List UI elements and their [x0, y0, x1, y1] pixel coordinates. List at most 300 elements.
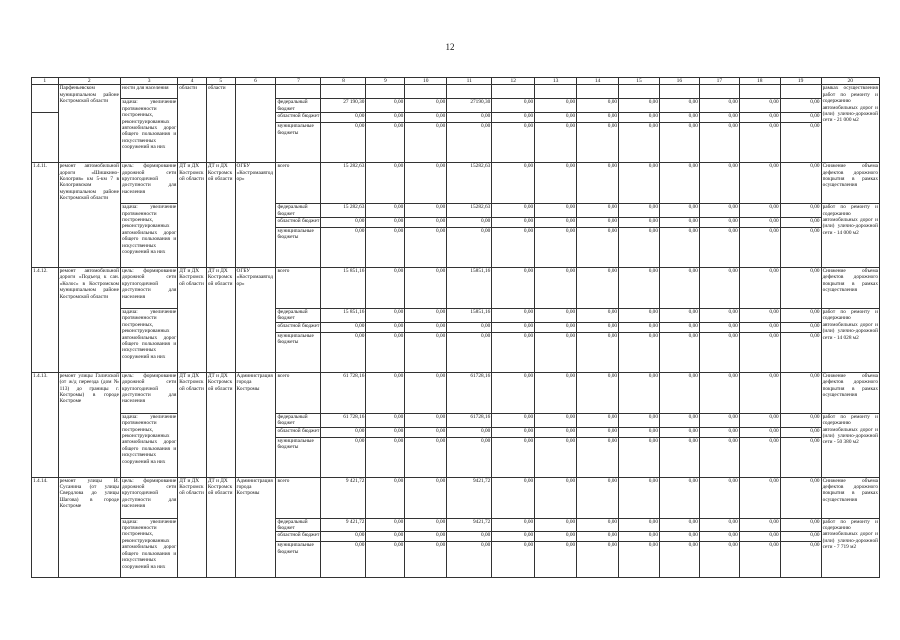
amount-cell: 0,00	[780, 268, 821, 309]
amount-cell: 0,00	[619, 113, 660, 123]
amount-cell: 0,00	[699, 437, 739, 477]
amount-cell: 0,00	[405, 477, 447, 518]
amount-cell: 15 282,63	[321, 204, 366, 218]
amount-cell: 0,00	[739, 413, 780, 427]
column-number-row	[32, 78, 880, 85]
amount-cell: 27 190,30	[321, 99, 366, 113]
amount-cell	[535, 85, 577, 99]
amount-cell: 0,00	[780, 372, 821, 413]
column-number-8: 8	[321, 78, 366, 85]
amount-cell: 0,00	[492, 99, 535, 113]
amount-cell: 0,00	[405, 268, 447, 309]
amount-cell: 0,00	[739, 218, 780, 228]
page-number: 12	[445, 42, 455, 52]
amount-cell: 61728,16	[447, 372, 492, 413]
amount-cell: 0,00	[492, 532, 535, 542]
amount-cell: 0,00	[619, 218, 660, 228]
amount-cell: 0,00	[699, 309, 739, 323]
amount-cell: 0,00	[321, 218, 366, 228]
expected-result: работ по ремонту и содержанию автомобильных дорог и (или) улично-дорожной сети - 50 380 м2	[821, 413, 879, 477]
amount-cell: 0,00	[492, 542, 535, 578]
amount-cell: 0,00	[619, 268, 660, 309]
column-number-2: 2	[58, 78, 120, 85]
column-number-18: 18	[739, 78, 780, 85]
column-number-14: 14	[577, 78, 619, 85]
column-number-20: 20	[821, 78, 879, 85]
amount-cell: 0,00	[577, 437, 619, 477]
amount-cell: 0,00	[739, 532, 780, 542]
amount-cell: 15851,16	[447, 309, 492, 323]
amount-cell: 0,00	[577, 542, 619, 578]
amount-cell: 0,00	[659, 218, 699, 228]
item-name: ремонт автомобильной дороги «Подъезд к сан. «Колос» в Костромском муниципальном районе Костромской области	[58, 268, 120, 373]
amount-cell: 0,00	[699, 427, 739, 437]
executor	[235, 85, 276, 163]
column-number-7: 7	[276, 78, 321, 85]
amount-cell: 0,00	[447, 113, 492, 123]
goal-text: цель: формирование дорожной сети круглогодичной доступности для населения	[120, 372, 177, 413]
amount-cell: 0,00	[780, 99, 821, 113]
amount-cell: 0,00	[619, 309, 660, 323]
column-number-6: 6	[235, 78, 276, 85]
funding-source: областной бюджет	[276, 218, 321, 228]
amount-cell: 0,00	[321, 437, 366, 477]
amount-cell: 0,00	[366, 372, 405, 413]
amount-cell: 0,00	[780, 113, 821, 123]
goal-text: цель: формирование дорожной сети круглогодичной доступности для населения	[120, 477, 177, 518]
customer: ДТ и ДХ Костромской области	[206, 477, 235, 578]
coordinator: области	[178, 85, 207, 163]
column-number-15: 15	[619, 78, 660, 85]
amount-cell: 0,00	[699, 204, 739, 218]
amount-cell: 0,00	[739, 228, 780, 268]
amount-cell: 27190,30	[447, 99, 492, 113]
table-row	[32, 268, 880, 309]
table-row	[32, 204, 880, 218]
amount-cell: 0,00	[659, 437, 699, 477]
amount-cell: 0,00	[405, 437, 447, 477]
amount-cell: 9 421,72	[321, 518, 366, 532]
amount-cell: 0,00	[366, 99, 405, 113]
amount-cell: 0,00	[699, 228, 739, 268]
amount-cell: 0,00	[577, 518, 619, 532]
coordinator: ДТ и ДХ Костромской области	[178, 163, 207, 268]
amount-cell: 0,00	[447, 542, 492, 578]
amount-cell: 0,00	[699, 532, 739, 542]
amount-cell: 0,00	[739, 518, 780, 532]
amount-cell: 0,00	[321, 542, 366, 578]
amount-cell: 0,00	[535, 228, 577, 268]
amount-cell: 0,00	[366, 332, 405, 372]
amount-cell: 0,00	[405, 228, 447, 268]
amount-cell	[739, 85, 780, 99]
amount-cell	[659, 85, 699, 99]
amount-cell: 0,00	[619, 518, 660, 532]
executor: Администрация города Костромы	[235, 372, 276, 477]
amount-cell: 0,00	[699, 113, 739, 123]
amount-cell: 0,00	[492, 113, 535, 123]
amount-cell: 0,00	[659, 477, 699, 518]
amount-cell: 0,00	[366, 322, 405, 332]
amount-cell: 0,00	[780, 532, 821, 542]
amount-cell: 0,00	[780, 413, 821, 427]
amount-cell: 0,00	[699, 123, 739, 163]
amount-cell: 0,00	[780, 322, 821, 332]
amount-cell: 0,00	[780, 163, 821, 204]
amount-cell	[492, 85, 535, 99]
column-number-9: 9	[366, 78, 405, 85]
amount-cell: 0,00	[535, 322, 577, 332]
amount-cell: 0,00	[535, 427, 577, 437]
amount-cell: 15282,63	[447, 163, 492, 204]
amount-cell: 0,00	[699, 542, 739, 578]
column-number-19: 19	[780, 78, 821, 85]
amount-cell: 0,00	[577, 113, 619, 123]
executor: ОГБУ «Костромаавтодор»	[235, 163, 276, 268]
funding-source: муниципальные бюджеты	[276, 123, 321, 163]
amount-cell: 0,00	[699, 518, 739, 532]
amount-cell: 0,00	[535, 309, 577, 323]
amount-cell: 0,00	[739, 268, 780, 309]
amount-cell: 0,00	[739, 372, 780, 413]
amount-cell: 0,00	[699, 413, 739, 427]
amount-cell: 0,00	[577, 99, 619, 113]
amount-cell: 0,00	[366, 228, 405, 268]
amount-cell: 0,00	[366, 518, 405, 532]
amount-cell: 61 728,16	[321, 413, 366, 427]
amount-cell: 0,00	[535, 123, 577, 163]
funding-source: областной бюджет	[276, 532, 321, 542]
table-row	[32, 372, 880, 413]
amount-cell: 0,00	[659, 204, 699, 218]
item-name: ремонт автомобильной дороги «Шишкино-Кологрив» км 5-км 7 в Кологривском муниципальном районе Костромской области	[58, 163, 120, 268]
amount-cell: 0,00	[699, 268, 739, 309]
column-number-13: 13	[535, 78, 577, 85]
amount-cell: 0,00	[447, 123, 492, 163]
item-number: 1.4.11.	[32, 163, 59, 268]
amount-cell: 0,00	[780, 542, 821, 578]
amount-cell: 0,00	[577, 204, 619, 218]
funding-source: областной бюджет	[276, 322, 321, 332]
amount-cell: 0,00	[659, 322, 699, 332]
amount-cell: 0,00	[577, 332, 619, 372]
amount-cell: 0,00	[659, 268, 699, 309]
amount-cell: 0,00	[659, 542, 699, 578]
task-text: задача: увеличение протяженности построенных, реконструированных автомобильных дорог общего пользования и искусственных сооружений на них	[120, 204, 177, 268]
amount-cell: 0,00	[577, 413, 619, 427]
amount-cell: 0,00	[619, 427, 660, 437]
amount-cell: 0,00	[659, 372, 699, 413]
amount-cell: 0,00	[447, 322, 492, 332]
amount-cell: 0,00	[659, 427, 699, 437]
amount-cell: 0,00	[405, 532, 447, 542]
task-text: задача: увеличение протяженности построенных, реконструированных автомобильных дорог общего пользования и искусственных сооружений на них	[120, 309, 177, 373]
amount-cell: 0,00	[366, 268, 405, 309]
executor: ОГБУ «Костромаавтодор»	[235, 268, 276, 373]
goal-text: ности для населения	[120, 85, 177, 99]
expected-result: рамках осуществления работ по ремонту и содержанию автомобильных дорог и (или) улично-дорожной сети - 21 000 м2	[821, 85, 879, 163]
funding-source: муниципальные бюджеты	[276, 542, 321, 578]
amount-cell: 0,00	[780, 437, 821, 477]
amount-cell: 0,00	[492, 309, 535, 323]
amount-cell: 0,00	[492, 413, 535, 427]
amount-cell: 9421,72	[447, 518, 492, 532]
amount-cell: 15282,63	[447, 204, 492, 218]
table-row	[32, 99, 880, 113]
funding-source	[276, 85, 321, 99]
amount-cell: 0,00	[619, 228, 660, 268]
table-row	[32, 518, 880, 532]
amount-cell: 0,00	[366, 477, 405, 518]
amount-cell: 9421,72	[447, 477, 492, 518]
amount-cell: 61728,16	[447, 413, 492, 427]
amount-cell: 0,00	[405, 113, 447, 123]
expected-result: Снижение объема дефектов дорожного покрытия в рамках осуществления	[821, 477, 879, 518]
amount-cell: 0,00	[780, 477, 821, 518]
expected-result: Снижение объема дефектов дорожного покрытия в рамках осуществления	[821, 268, 879, 309]
amount-cell: 0,00	[405, 163, 447, 204]
amount-cell: 0,00	[619, 204, 660, 218]
amount-cell: 0,00	[659, 99, 699, 113]
amount-cell: 0,00	[366, 204, 405, 218]
amount-cell: 0,00	[577, 163, 619, 204]
amount-cell: 0,00	[619, 437, 660, 477]
amount-cell: 0,00	[405, 372, 447, 413]
amount-cell: 0,00	[780, 332, 821, 372]
column-number-10: 10	[405, 78, 447, 85]
amount-cell: 0,00	[659, 518, 699, 532]
amount-cell: 0,00	[739, 542, 780, 578]
funding-source: федеральный бюджет	[276, 204, 321, 218]
funding-source: муниципальные бюджеты	[276, 437, 321, 477]
amount-cell: 15 282,63	[321, 163, 366, 204]
executor: Администрация города Костромы	[235, 477, 276, 578]
amount-cell: 0,00	[577, 372, 619, 413]
amount-cell: 0,00	[739, 437, 780, 477]
item-name: ремонт улицы И. Сусанина (от улицы Свердлова до улицы Шагова) в городе Костроме	[58, 477, 120, 578]
amount-cell	[577, 85, 619, 99]
amount-cell: 0,00	[492, 228, 535, 268]
item-name: Парфеньевском муниципальном районе Костромской области	[58, 85, 120, 163]
amount-cell: 0,00	[321, 532, 366, 542]
amount-cell: 0,00	[366, 413, 405, 427]
amount-cell: 15 851,16	[321, 309, 366, 323]
amount-cell: 0,00	[405, 309, 447, 323]
amount-cell: 0,00	[405, 413, 447, 427]
amount-cell: 0,00	[321, 322, 366, 332]
amount-cell: 0,00	[780, 309, 821, 323]
amount-cell: 0,00	[577, 268, 619, 309]
amount-cell: 0,00	[780, 218, 821, 228]
amount-cell	[780, 85, 821, 99]
amount-cell: 0,00	[659, 532, 699, 542]
amount-cell: 0,00	[405, 518, 447, 532]
amount-cell: 0,00	[492, 372, 535, 413]
funding-source: муниципальные бюджеты	[276, 332, 321, 372]
amount-cell: 0,00	[619, 477, 660, 518]
item-number: 1.4.13.	[32, 372, 59, 477]
program-table	[31, 77, 880, 578]
amount-cell: 0,00	[739, 477, 780, 518]
amount-cell: 0,00	[492, 427, 535, 437]
amount-cell: 0,00	[366, 218, 405, 228]
amount-cell	[366, 85, 405, 99]
amount-cell	[405, 85, 447, 99]
amount-cell: 0,00	[739, 163, 780, 204]
coordinator: ДТ и ДХ Костромской области	[178, 477, 207, 578]
amount-cell: 0,00	[366, 532, 405, 542]
amount-cell: 0,00	[577, 218, 619, 228]
item-number: 1.4.14.	[32, 477, 59, 578]
amount-cell: 0,00	[780, 427, 821, 437]
column-number-17: 17	[699, 78, 739, 85]
amount-cell: 0,00	[447, 218, 492, 228]
amount-cell: 0,00	[535, 477, 577, 518]
amount-cell: 0,00	[535, 163, 577, 204]
amount-cell: 0,00	[780, 518, 821, 532]
funding-source: всего	[276, 477, 321, 518]
amount-cell: 0,00	[366, 542, 405, 578]
amount-cell: 0,00	[699, 322, 739, 332]
amount-cell: 0,00	[577, 228, 619, 268]
amount-cell: 0,00	[321, 123, 366, 163]
amount-cell: 0,00	[619, 123, 660, 163]
amount-cell: 0,00	[535, 413, 577, 427]
amount-cell: 0,00	[699, 477, 739, 518]
amount-cell: 0,00	[535, 218, 577, 228]
amount-cell: 0,00	[699, 218, 739, 228]
amount-cell: 0,00	[366, 163, 405, 204]
amount-cell: 15851,16	[447, 268, 492, 309]
amount-cell: 0,00	[535, 437, 577, 477]
amount-cell: 0,00	[619, 413, 660, 427]
amount-cell	[321, 85, 366, 99]
amount-cell: 0,00	[739, 113, 780, 123]
amount-cell: 0,00	[739, 322, 780, 332]
amount-cell: 0,00	[366, 123, 405, 163]
amount-cell: 0,00	[321, 113, 366, 123]
amount-cell: 0,00	[659, 123, 699, 163]
amount-cell: 0,00	[405, 99, 447, 113]
table-row	[32, 477, 880, 518]
amount-cell: 0,00	[535, 542, 577, 578]
amount-cell: 0,00	[492, 518, 535, 532]
amount-cell: 0,00	[447, 332, 492, 372]
column-number-5: 5	[206, 78, 235, 85]
amount-cell: 0,00	[405, 204, 447, 218]
amount-cell: 0,00	[447, 228, 492, 268]
amount-cell: 0,00	[577, 309, 619, 323]
item-number	[32, 113, 59, 163]
amount-cell: 0,00	[699, 163, 739, 204]
column-number-3: 3	[120, 78, 177, 85]
amount-cell: 0,00	[619, 322, 660, 332]
table-row	[32, 413, 880, 427]
funding-source: областной бюджет	[276, 113, 321, 123]
amount-cell: 0,00	[699, 332, 739, 372]
amount-cell: 0,00	[535, 204, 577, 218]
funding-source: федеральный бюджет	[276, 413, 321, 427]
expected-result: Снижение объема дефектов дорожного покрытия в рамках осуществления	[821, 163, 879, 204]
expected-result: работ по ремонту и содержанию автомобильных дорог и (или) улично-дорожной сети - 14 000 м2	[821, 204, 879, 268]
amount-cell: 0,00	[739, 123, 780, 163]
amount-cell: 0,00	[577, 427, 619, 437]
amount-cell: 0,00	[739, 204, 780, 218]
amount-cell: 0,00	[492, 218, 535, 228]
amount-cell: 0,00	[492, 268, 535, 309]
amount-cell: 0,00	[699, 372, 739, 413]
task-text: задача: увеличение протяженности построенных, реконструированных автомобильных дорог общего пользования и искусственных сооружений на них	[120, 518, 177, 578]
amount-cell: 0,00	[577, 532, 619, 542]
funding-source: муниципальные бюджеты	[276, 228, 321, 268]
funding-source: всего	[276, 163, 321, 204]
customer: ДТ и ДХ Костромской области	[206, 372, 235, 477]
amount-cell: 0,00	[492, 332, 535, 372]
column-number-16: 16	[659, 78, 699, 85]
amount-cell: 0,00	[659, 163, 699, 204]
table-row	[32, 85, 880, 99]
amount-cell: 0,00	[447, 427, 492, 437]
amount-cell: 0,00	[405, 332, 447, 372]
amount-cell: 0,00	[321, 332, 366, 372]
coordinator: ДТ и ДХ Костромской области	[178, 268, 207, 373]
amount-cell: 0,00	[405, 427, 447, 437]
amount-cell: 0,00	[405, 322, 447, 332]
expected-result: работ по ремонту и содержанию автомобильных дорог и (или) улично-дорожной сети - 14 028 м2	[821, 309, 879, 373]
amount-cell: 0,00	[739, 427, 780, 437]
amount-cell	[447, 85, 492, 99]
amount-cell: 0,00	[739, 332, 780, 372]
amount-cell: 0,00	[492, 204, 535, 218]
amount-cell: 0,00	[659, 309, 699, 323]
amount-cell: 0,00	[619, 372, 660, 413]
amount-cell: 0,00	[366, 427, 405, 437]
column-number-1: 1	[32, 78, 59, 85]
task-text: задача: увеличение протяженности построенных, реконструированных автомобильных дорог общего пользования и искусственных сооружений на них	[120, 413, 177, 477]
goal-text: цель: формирование дорожной сети круглогодичной доступности для населения	[120, 163, 177, 204]
amount-cell: 0,00	[619, 99, 660, 113]
amount-cell: 0,00	[492, 163, 535, 204]
amount-cell: 0,00	[492, 123, 535, 163]
funding-source: федеральный бюджет	[276, 99, 321, 113]
amount-cell: 0,00	[659, 413, 699, 427]
goal-text: цель: формирование дорожной сети круглогодичной доступности для населения	[120, 268, 177, 309]
customer: ДТ и ДХ Костромской области	[206, 268, 235, 373]
amount-cell: 0,00	[535, 268, 577, 309]
amount-cell: 0,00	[535, 372, 577, 413]
column-number-12: 12	[492, 78, 535, 85]
amount-cell: 0,00	[535, 518, 577, 532]
amount-cell: 0,00	[659, 113, 699, 123]
amount-cell: 0,00	[619, 163, 660, 204]
amount-cell: 0,00	[699, 99, 739, 113]
amount-cell: 0,00	[739, 99, 780, 113]
funding-source: всего	[276, 372, 321, 413]
amount-cell: 0,00	[492, 322, 535, 332]
amount-cell: 0,00	[321, 427, 366, 437]
amount-cell: 0,00	[405, 542, 447, 578]
task-text: задача: увеличение протяженности построенных, реконструированных автомобильных дорог общего пользования и искусственных сооружений на них	[120, 99, 177, 163]
funding-source: всего	[276, 268, 321, 309]
amount-cell: 61 728,16	[321, 372, 366, 413]
amount-cell: 0,00	[780, 123, 821, 163]
table-row	[32, 309, 880, 323]
amount-cell: 0,00	[366, 113, 405, 123]
funding-source: федеральный бюджет	[276, 309, 321, 323]
item-number: 1.4.12.	[32, 268, 59, 373]
amount-cell: 0,00	[619, 532, 660, 542]
amount-cell: 0,00	[492, 477, 535, 518]
